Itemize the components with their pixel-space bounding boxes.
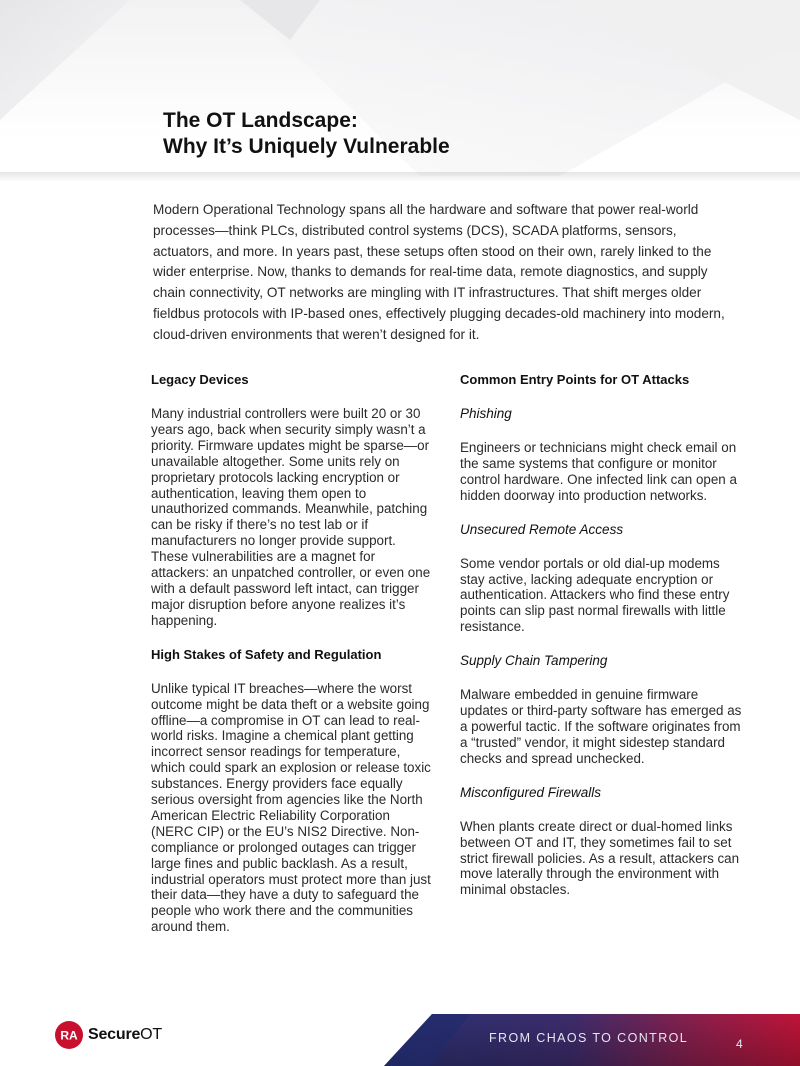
entry-point-body-phishing: Engineers or technicians might check email on the same systems that configure or monitor control hardware. One infected link can open a hidden doorway into production networks. [460, 440, 737, 503]
section-heading-legacy-devices: Legacy Devices [151, 372, 249, 387]
page-title [163, 108, 450, 160]
entry-point-body-firewalls: When plants create direct or dual-homed links between OT and IT, they sometimes fail to set strict firewall policies. As a result, attackers can move laterally through the environment with minimal obstacles. [460, 818, 740, 898]
ra-logo-badge [54, 1020, 84, 1050]
section-body-legacy-devices: Many industrial controllers were built 20 or 30 years ago, back when security simply wasn’t a priority. Firmware updates might be sparse—or unavailable altogether. Some units rely on proprietary protocols lacking encryption or authentication, leaving them open to unauthorized commands. Meanwhile, patching can be risky if there’s no test lab or if manufacturers no longer provide support. These vulnerabilities are a magnet for attackers: an unpatched controller, or even one with a default password left intact, can trigger major disruption before anyone realizes it’s happening. [151, 406, 431, 628]
page-title-line-1: The OT Landscape: [163, 109, 358, 132]
entry-point-title-firewalls: Misconfigured Firewalls [460, 784, 602, 800]
entry-point-body-remote-access: Some vendor portals or old dial-up modems stay active, lacking adequate encryption or authentication. Attackers who find these entry points can slip past normal firewalls with little resistance. [460, 555, 730, 635]
entry-point-body-supply-chain: Malware embedded in genuine firmware updates or third-party software has emerged as a powerful tactic. If the software originates from a “trusted” vendor, it might sidestep standard checks and spread unchecked. [460, 687, 742, 766]
header-divider-shadow [0, 172, 800, 182]
entry-point-title-remote-access: Unsecured Remote Access [460, 521, 624, 537]
page-title-line-2: Why It’s Uniquely Vulnerable [163, 135, 450, 158]
svg-text:RA: RA [60, 1028, 78, 1043]
section-heading-safety-regulation: High Stakes of Safety and Regulation [151, 646, 382, 662]
page-number: 4 [736, 1037, 743, 1051]
right-column [460, 372, 742, 898]
section-heading-entry-points: Common Entry Points for OT Attacks [460, 372, 690, 387]
logo-wordmark: SecureOT [88, 1026, 162, 1043]
entry-point-title-supply-chain: Supply Chain Tampering [460, 653, 608, 669]
left-column [151, 372, 433, 935]
intro-paragraph: Modern Operational Technology spans all the hardware and software that power real-world processes—think PLCs, distributed control systems (DCS), SCADA platforms, sensors, actuators, and more. In years past, these setups often stood on their own, rarely linked to the wider enterprise. Now, thanks to demands for real-time data, remote diagnostics, and supply chain connectivity, OT networks are mingling with IT infrastructures. That shift merges older fieldbus protocols with IP-based ones, effectively plugging decades-old machinery into modern, cloud-driven environments that weren’t designed for it. [153, 202, 725, 342]
secureot-logo [54, 1020, 162, 1050]
entry-point-title-phishing: Phishing [460, 406, 512, 421]
section-body-safety-regulation: Unlike typical IT breaches—where the worst outcome might be data theft or a website going offline—a compromise in OT can lead to real-world risks. Imagine a chemical plant getting incorrect sensor readings for temperature, which could spark an explosion or release toxic substances. Energy providers face equally serious oversight from agencies like the North American Electric Reliability Corporation (NERC CIP) or the EU’s NIS2 Directive. Non-compliance or prolonged outages can trigger large fines and public backlash. As a result, industrial operators must protect more than just their data—they have a duty to safeguard the people who work there and the communities around them. [151, 680, 431, 935]
footer-tagline: FROM CHAOS TO CONTROL [489, 1031, 689, 1045]
